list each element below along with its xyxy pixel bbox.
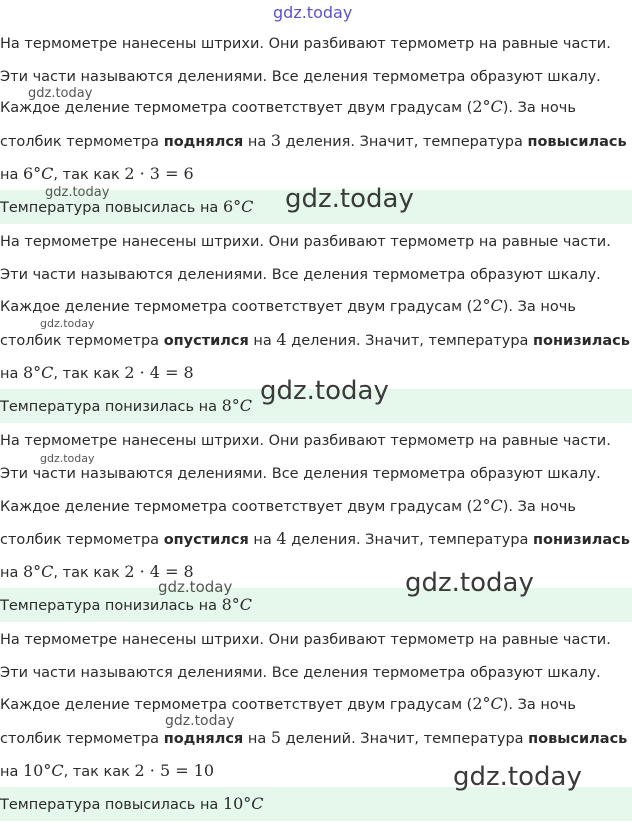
paragraph-line: столбик термометра поднялся на 5 делений. Значит, температура повысилась [0,728,628,747]
paragraph-line: На термометре нанесены штрихи. Они разбивают термометр на равные части. [0,36,611,52]
paragraph-line: на 10°C, так как 2 · 5 = 10 [0,761,215,780]
paragraph-line: На термометре нанесены штрихи. Они разбивают термометр на равные части. [0,632,611,648]
paragraph-line: На термометре нанесены штрихи. Они разбивают термометр на равные части. [0,234,611,250]
paragraph-line: Эти части называются делениями. Все деления термометра образуют шкалу. [0,665,601,681]
paragraph-line: Каждое деление термометра соответствует двум градусам (2°C). За ночь [0,296,576,315]
paragraph-line: Каждое деление термометра соответствует двум градусам (2°C). За ночь [0,496,576,515]
answer-line: Температура понизилась на 8°C [0,389,632,423]
paragraph-line: На термометре нанесены штрихи. Они разбивают термометр на равные части. [0,433,611,449]
paragraph-line: на 6°C, так как 2 · 3 = 6 [0,164,194,183]
paragraph-line: Эти части называются делениями. Все деления термометра образуют шкалу. [0,267,601,283]
paragraph-line: Эти части называются делениями. Все деления термометра образуют шкалу. [0,69,601,85]
watermark: gdz.today [158,578,233,596]
paragraph-line: на 8°C, так как 2 · 4 = 8 [0,363,194,382]
watermark: gdz.today [165,713,235,729]
watermark: gdz.today [40,452,95,465]
watermark: gdz.today [40,317,95,330]
paragraph-line: Эти части называются делениями. Все деления термометра образуют шкалу. [0,466,601,482]
paragraph-line: Каждое деление термометра соответствует двум градусам (2°C). За ночь [0,694,576,713]
answer-line: Температура повысилась на 10°C [0,787,632,821]
answer-line: Температура понизилась на 8°C [0,588,632,622]
paragraph-line: на 8°C, так как 2 · 4 = 8 [0,562,194,581]
answer-line: Температура повысилась на 6°C [0,190,632,224]
watermark: gdz.today [453,762,582,792]
watermark: gdz.today [405,568,534,598]
paragraph-line: столбик термометра опустился на 4 деления. Значит, температура понизилась [0,529,630,548]
watermark: gdz.today [273,3,353,22]
paragraph-line: Каждое деление термометра соответствует двум градусам (2°C). За ночь [0,97,576,116]
paragraph-line: столбик термометра опустился на 4 деления. Значит, температура понизилась [0,330,630,349]
watermark: gdz.today [45,185,110,200]
watermark: gdz.today [28,86,93,101]
paragraph-line: столбик термометра поднялся на 3 деления. Значит, температура повысилась [0,131,627,150]
watermark: gdz.today [285,184,414,214]
watermark: gdz.today [260,376,389,406]
